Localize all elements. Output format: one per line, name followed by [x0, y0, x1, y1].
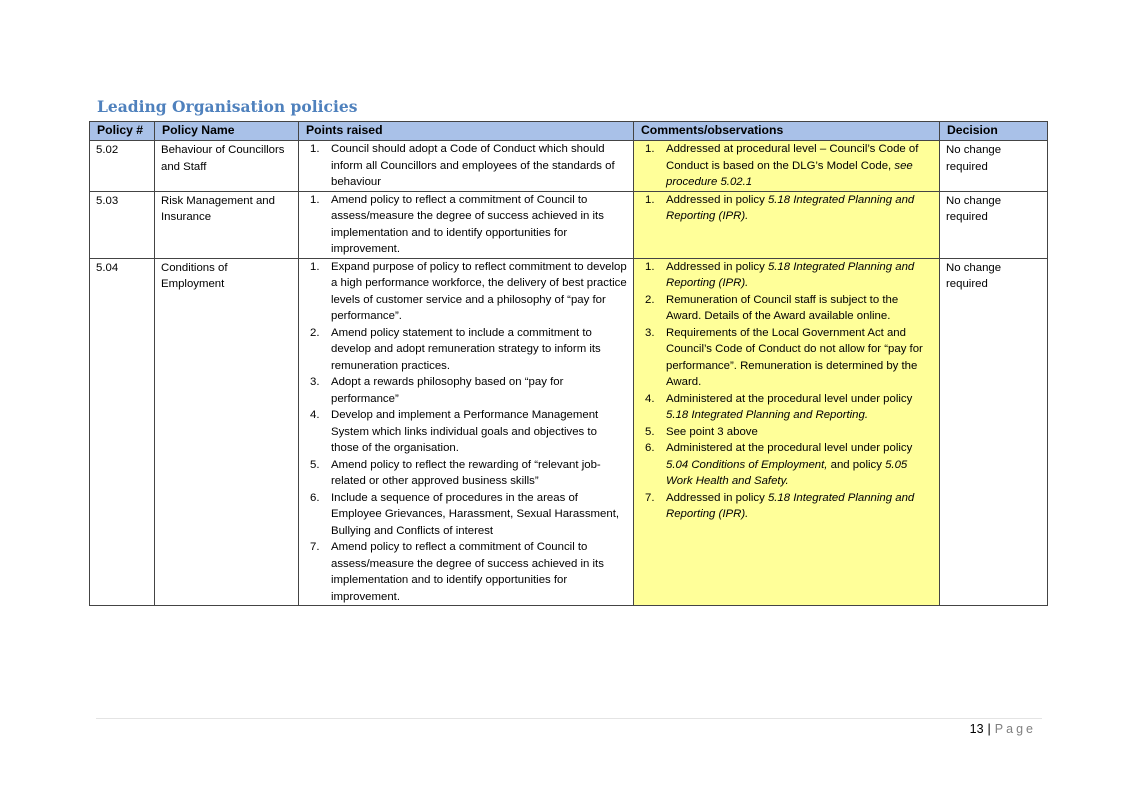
comment-item	[661, 391, 933, 424]
policy-name-cell: Conditions of Employment	[155, 258, 299, 606]
comments-cell	[634, 258, 940, 606]
footer-separator: |	[987, 722, 991, 736]
comment-reference-text: 5.05 Work Health and Safety.	[666, 458, 908, 487]
comment-reference-text: 5.04 Conditions of Employment,	[666, 458, 828, 471]
comment-reference-text: see procedure 5.02.1	[666, 159, 913, 188]
comment-item	[661, 424, 933, 441]
page-number: 13	[969, 722, 984, 736]
table-body	[90, 141, 1048, 606]
comment-text: Administered at the procedural level under policy	[666, 392, 913, 405]
policy-number-cell: 5.02	[90, 141, 155, 192]
comment-text: Administered at the procedural level under policy	[666, 442, 913, 454]
comments-list	[640, 141, 933, 191]
comments-cell	[634, 141, 940, 192]
comment-item	[661, 325, 933, 391]
column-header-policy-name: Policy Name	[155, 122, 299, 141]
comment-text: See point 3 above	[666, 425, 758, 438]
comment-reference-text: 5.18 Integrated Planning and Reporting (IPR).	[666, 491, 915, 520]
page-word: Page	[994, 722, 1036, 736]
column-header-decision: Decision	[940, 122, 1048, 141]
point-item: Council should adopt a Code of Conduct which should inform all Councillors and employees of the standards of behaviour	[331, 143, 615, 188]
comment-text: Remuneration of Council staff is subject to the Award. Details of the Award available online.	[666, 293, 899, 322]
column-header-policy-number: Policy #	[90, 122, 155, 141]
table-row	[90, 258, 1048, 606]
comments-list	[640, 192, 933, 225]
comment-item	[661, 490, 933, 523]
decision-cell: No change required	[940, 258, 1048, 606]
footer-divider	[96, 718, 1042, 719]
points-list	[305, 192, 627, 258]
point-item: Develop and implement a Performance Management System which links individual goals and objectives to those of the organisation.	[331, 409, 599, 454]
point-item: Adopt a rewards philosophy based on “pay for performance”	[331, 376, 564, 405]
comment-text: Addressed at procedural level – Council’s Code of Conduct is based on the DLG’s Model Code,	[666, 143, 919, 172]
column-header-comments: Comments/observations	[634, 122, 940, 141]
points-list	[305, 141, 627, 191]
point-item: Include a sequence of procedures in the areas of Employee Grievances, Harassment, Sexual Harassment, Bullying and Conflicts of interest	[331, 491, 620, 537]
page-footer	[970, 722, 1036, 736]
point-item: Amend policy to reflect a commitment of Council to assess/measure the degree of success achieved in its implementation and to identify opportunities for improvement.	[331, 193, 604, 255]
comment-item	[661, 292, 933, 325]
page-title: Leading Organisation policies	[97, 97, 358, 116]
comment-text: Addressed in policy	[666, 491, 768, 504]
point-item: Amend policy to reflect a commitment of Council to assess/measure the degree of success achieved in its implementation and to identify opportunities for improvement.	[331, 541, 604, 603]
comment-item	[661, 259, 933, 292]
comment-text: and policy	[827, 458, 886, 471]
comment-reference-text: 5.18 Integrated Planning and Reporting (IPR).	[666, 193, 915, 222]
column-header-points-raised: Points raised	[299, 122, 634, 141]
policy-name-cell: Behaviour of Councillors and Staff	[155, 141, 299, 192]
comment-item	[661, 192, 933, 225]
comment-text: Addressed in policy	[666, 193, 768, 206]
comment-item	[661, 141, 933, 191]
policy-table	[89, 121, 1048, 606]
comment-text: Addressed in policy	[666, 260, 768, 273]
comment-text: Requirements of the Local Government Act and Council’s Code of Conduct do not allow for “pay for performance”. Remuneration is determined by the Award.	[666, 326, 923, 388]
point-item: Expand purpose of policy to reflect commitment to develop a high performance workforce, the delivery of best practice levels of customer service and a philosophy of “pay for performance”.	[331, 260, 627, 322]
point-item: Amend policy statement to include a commitment to develop and adopt remuneration strategy to inform its remuneration practices.	[331, 326, 601, 372]
comments-cell	[634, 191, 940, 258]
policy-number-cell: 5.04	[90, 258, 155, 606]
table-row	[90, 141, 1048, 192]
points-raised-cell	[299, 191, 634, 258]
comment-item	[661, 440, 933, 490]
decision-cell: No change required	[940, 141, 1048, 192]
policy-name-cell: Risk Management and Insurance	[155, 191, 299, 258]
comment-reference-text: 5.18 Integrated Planning and Reporting.	[666, 409, 869, 421]
comments-list	[640, 259, 933, 523]
table-header-row	[90, 122, 1048, 141]
decision-cell: No change required	[940, 191, 1048, 258]
comment-reference-text: 5.18 Integrated Planning and Reporting (IPR).	[666, 260, 915, 289]
table-row	[90, 191, 1048, 258]
points-raised-cell	[299, 258, 634, 606]
points-raised-cell	[299, 141, 634, 192]
policy-number-cell: 5.03	[90, 191, 155, 258]
points-list	[305, 259, 627, 606]
point-item: Amend policy to reflect the rewarding of “relevant job-related or other approved business skills”	[331, 458, 601, 487]
